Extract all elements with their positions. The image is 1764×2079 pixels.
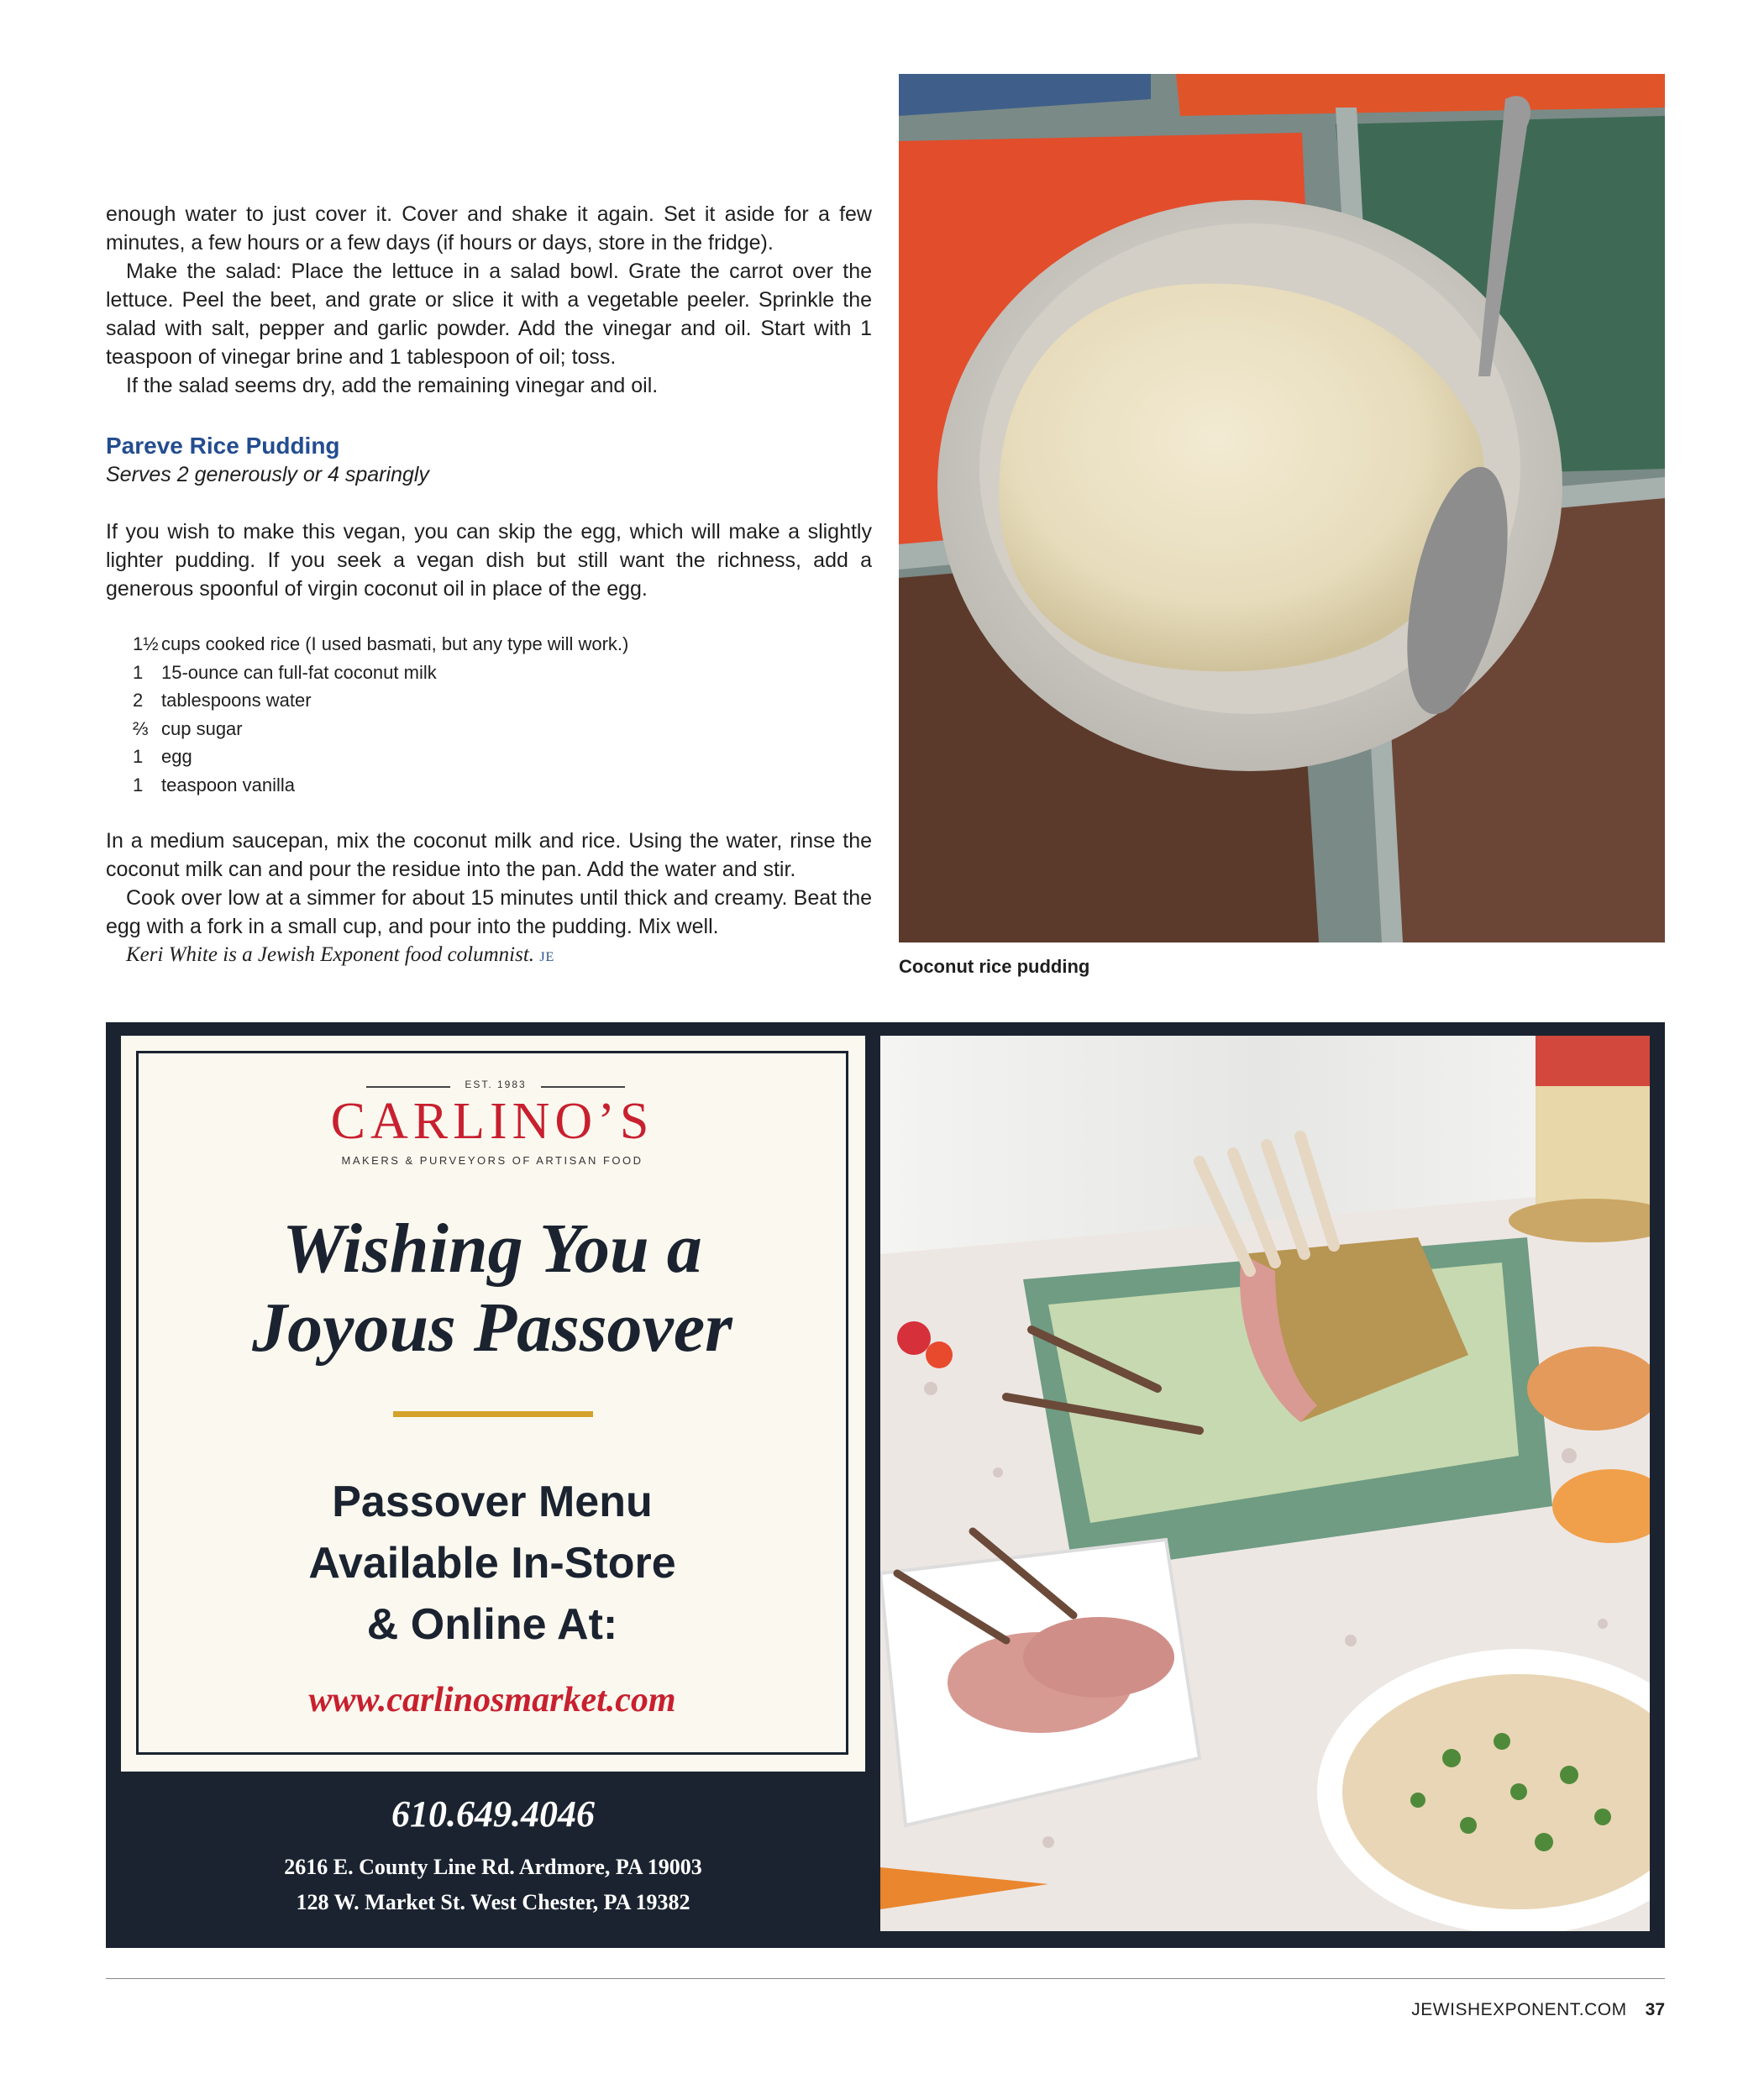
photo-caption: Coconut rice pudding bbox=[899, 956, 1090, 977]
method-paragraph: Cook over low at a simmer for about 15 minutes until thick and creamy. Beat the egg with a fork in a small cup, and pour into the pudding. Mix well. bbox=[106, 885, 872, 938]
greeting-line: Wishing You a bbox=[282, 1210, 702, 1288]
ingredient-qty: 1 bbox=[133, 746, 144, 768]
ingredient-text: 15-ounce can full-fat coconut milk bbox=[161, 661, 437, 683]
ingredient-text: tablespoons water bbox=[161, 690, 312, 711]
menu-line: Passover Menu bbox=[332, 1478, 653, 1526]
method-paragraph: In a medium saucepan, mix the coconut milk and rice. Using the water, rinse the coconut milk can and pour the residue into the pan. Add the water and stir. bbox=[106, 828, 872, 881]
paragraph: Make the salad: Place the lettuce in a salad bowl. Grate the carrot over the lettuce. Peel the beet, and grate or slice it with a vegetable peeler. Sprinkle the salad with salt, pepper and garlic powder. Add the vinegar and oil. Start with 1 teaspoon of vinegar brine and 1 tablespoon of oil; toss. bbox=[106, 260, 872, 369]
ingredient-qty: 2 bbox=[133, 690, 144, 711]
brand-logo: CARLINO’S bbox=[330, 1093, 654, 1150]
divider bbox=[366, 1086, 450, 1088]
greeting-line: Joyous Passover bbox=[252, 1289, 732, 1367]
ingredient-item bbox=[133, 659, 872, 687]
divider bbox=[541, 1086, 625, 1088]
ingredient-qty: ⅔ bbox=[133, 717, 149, 739]
greeting bbox=[136, 1210, 848, 1368]
ingredient-list bbox=[106, 630, 872, 800]
ingredient-qty: 1 bbox=[133, 774, 144, 795]
site-name: JEWISHEXPONENT.COM bbox=[1411, 2000, 1627, 2019]
ingredient-item bbox=[133, 743, 872, 771]
byline bbox=[106, 941, 872, 972]
ingredient-qty: 1 bbox=[133, 661, 144, 683]
gold-divider bbox=[393, 1411, 593, 1417]
rice-pudding-photo bbox=[899, 74, 1665, 942]
passover-food-photo bbox=[880, 1036, 1650, 1931]
address-line: 2616 E. County Line Rd. Ardmore, PA 19003 bbox=[284, 1855, 702, 1879]
recipe-title: Pareve Rice Pudding bbox=[106, 433, 340, 459]
page-number: 37 bbox=[1645, 2000, 1665, 2019]
recipe-serves: Serves 2 generously or 4 sparingly bbox=[106, 463, 429, 486]
ingredient-text: cups cooked rice (I used basmati, but any type will work.) bbox=[161, 633, 629, 654]
menu-text bbox=[136, 1472, 848, 1656]
est-label: EST. 1983 bbox=[465, 1079, 527, 1090]
paragraph: enough water to just cover it. Cover and shake it again. Set it aside for a few minutes, a few hours or a few days (if hours or days, store in the fridge). bbox=[106, 202, 872, 255]
ingredient-text: teaspoon vanilla bbox=[161, 774, 296, 795]
phone-number: 610.649.4046 bbox=[391, 1793, 595, 1835]
menu-line: Available In-Store bbox=[308, 1539, 676, 1588]
address-line: 128 W. Market St. West Chester, PA 19382 bbox=[296, 1890, 690, 1914]
ingredient-qty: 1½ bbox=[133, 633, 159, 654]
brand-tagline: MAKERS & PURVEYORS OF ARTISAN FOOD bbox=[341, 1154, 643, 1167]
byline-text: Keri White is a Jewish Exponent food columnist. bbox=[126, 942, 535, 966]
rice-pudding-illustration bbox=[899, 74, 1665, 942]
recipe-intro: If you wish to make this vegan, you can skip the egg, which will make a slightly lighter pudding. If you seek a vegan dish but still want the richness, add a generous spoonful of virgin coconut oil in place of the egg. bbox=[106, 520, 872, 601]
ingredient-text: cup sugar bbox=[161, 717, 243, 739]
website-link[interactable]: www.carlinosmarket.com bbox=[308, 1681, 676, 1719]
page-footer bbox=[1411, 2000, 1665, 2020]
ingredient-item bbox=[133, 771, 872, 800]
paragraph: If the salad seems dry, add the remaining vinegar and oil. bbox=[126, 374, 659, 397]
ingredient-item bbox=[133, 715, 872, 743]
footer-rule bbox=[106, 1978, 1665, 1979]
food-illustration bbox=[880, 1036, 1650, 1931]
store-addresses bbox=[121, 1850, 865, 1920]
ingredient-item bbox=[133, 686, 872, 715]
ingredient-text: egg bbox=[161, 746, 192, 768]
ingredient-item bbox=[133, 630, 872, 659]
menu-line: & Online At: bbox=[366, 1600, 618, 1649]
je-mark: JE bbox=[539, 949, 555, 964]
article-column bbox=[106, 200, 872, 972]
